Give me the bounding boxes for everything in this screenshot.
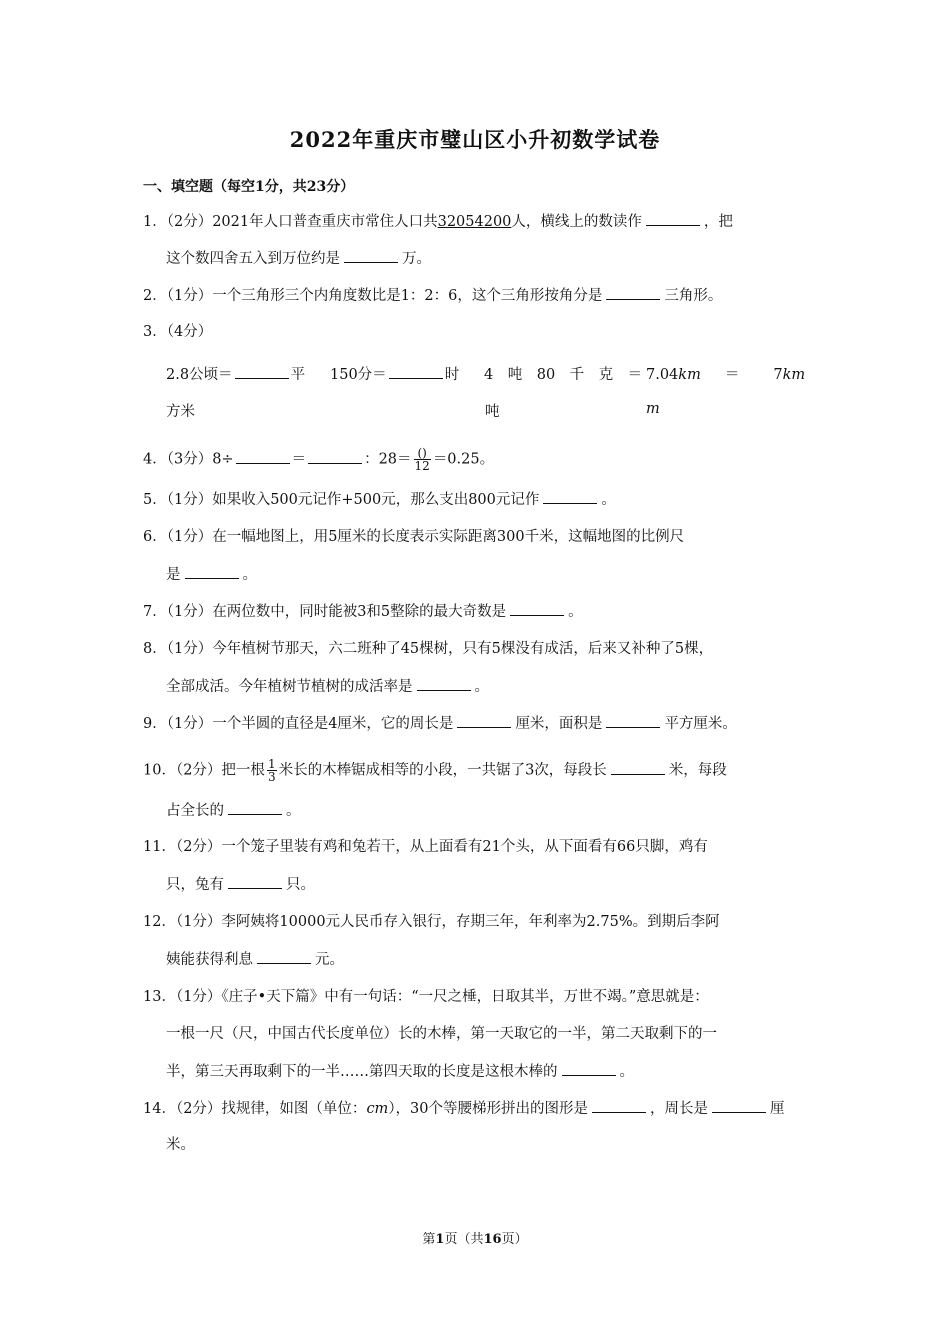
question-text: 。 bbox=[619, 1064, 634, 1080]
page-footer bbox=[0, 1228, 950, 1247]
question-8-line-2 bbox=[166, 676, 489, 697]
question-text: 万。 bbox=[402, 251, 431, 267]
question-12-line-2 bbox=[166, 949, 344, 970]
question-text: ），30个等腰梯形拼出的图形是 bbox=[388, 1101, 589, 1117]
answer-blank[interactable] bbox=[228, 800, 282, 815]
question-13-line-2: 一根一尺（尺，中国古代长度单位）长的木棒，第一天取它的一半，第二天取剩下的一 bbox=[166, 1026, 717, 1042]
question-text: 只，兔有 bbox=[166, 877, 224, 893]
question-text: 三角形。 bbox=[664, 288, 723, 304]
question-1-line-2 bbox=[166, 248, 431, 269]
question-3-cell-1-unit: 方米 bbox=[166, 404, 195, 420]
question-text: 只。 bbox=[286, 877, 315, 893]
question-text: 平方厘米。 bbox=[664, 716, 737, 732]
question-3-cell-4 bbox=[646, 363, 805, 384]
question-9 bbox=[143, 713, 737, 734]
question-4 bbox=[143, 447, 494, 472]
question-13-line-3 bbox=[166, 1061, 634, 1082]
question-text: 时 bbox=[444, 367, 460, 383]
question-text: 。 bbox=[242, 567, 257, 583]
answer-blank[interactable] bbox=[592, 1098, 646, 1113]
fraction bbox=[267, 758, 277, 783]
answer-blank[interactable] bbox=[389, 364, 443, 379]
question-text: 占全长的 bbox=[166, 803, 224, 819]
question-text: 150分＝ bbox=[330, 367, 387, 383]
underlined-number: 32054200 bbox=[437, 214, 512, 230]
footer-text: 页） bbox=[501, 1232, 528, 1247]
answer-blank[interactable] bbox=[606, 713, 660, 728]
answer-blank[interactable] bbox=[611, 760, 665, 775]
question-text: 米，每段 bbox=[668, 762, 727, 779]
question-3-cell-2 bbox=[330, 363, 459, 384]
question-text: 。 bbox=[568, 604, 583, 620]
question-text: ＝0.25。 bbox=[432, 451, 495, 468]
question-text: 厘米，面积是 bbox=[515, 716, 603, 732]
question-10-line-1 bbox=[143, 758, 727, 783]
question-text: 全部成活。今年植树节植树的成活率是 bbox=[166, 679, 413, 695]
answer-blank[interactable] bbox=[228, 874, 282, 889]
question-7 bbox=[143, 601, 583, 622]
question-13-line-1: 13．（1分）《庄子•天下篇》中有一句话：“一尺之棰，日取其半，万世不竭。”意思就是： bbox=[143, 989, 709, 1005]
question-6-line-2 bbox=[166, 564, 257, 585]
question-14-line-2: 米。 bbox=[166, 1137, 195, 1153]
question-5 bbox=[143, 489, 616, 510]
question-12-line-1: 12．（1分）李阿姨将10000元人民币存入银行，存期三年，年利率为2.75%。到期后李阿 bbox=[143, 914, 720, 930]
question-text: 1．（2分）2021年人口普查重庆市常住人口共 bbox=[143, 214, 438, 230]
question-text: 2．（1分）一个三角形三个内角度数比是1：2：6，这个三角形按角分是 bbox=[143, 288, 603, 304]
answer-blank[interactable] bbox=[185, 564, 239, 579]
question-text: 半，第三天再取剩下的一半……第四天取的长度是这根木棒的 bbox=[166, 1064, 558, 1080]
question-text: 5．（1分）如果收入500元记作+500元，那么支出800元记作 bbox=[143, 492, 540, 508]
answer-blank[interactable] bbox=[344, 248, 398, 263]
question-3-cell-3-unit: 吨 bbox=[485, 404, 500, 420]
fraction bbox=[414, 447, 431, 472]
fraction-denominator: 3 bbox=[267, 770, 276, 784]
answer-blank[interactable] bbox=[646, 211, 700, 226]
question-text: 7.04 bbox=[646, 367, 679, 383]
question-text: 。 bbox=[474, 679, 489, 695]
question-text: ：28＝ bbox=[364, 451, 412, 468]
question-3-heading: 3．（4分） bbox=[143, 324, 213, 340]
answer-blank[interactable] bbox=[510, 601, 564, 616]
answer-blank[interactable] bbox=[236, 449, 290, 464]
answer-blank[interactable] bbox=[257, 949, 311, 964]
question-text: 这个数四舍五入到万位约是 bbox=[166, 251, 340, 267]
question-3-cell-3: 4 吨 80 千 克 ＝ bbox=[484, 367, 643, 383]
question-text: 7 bbox=[773, 367, 783, 383]
footer-text: 第 bbox=[422, 1232, 436, 1247]
question-text: 。 bbox=[286, 803, 301, 819]
unit-km: km bbox=[678, 367, 701, 383]
answer-blank[interactable] bbox=[308, 449, 362, 464]
question-text: ＝ bbox=[724, 367, 740, 383]
unit-cm: cm bbox=[366, 1101, 389, 1117]
question-text: ＝ bbox=[291, 451, 307, 468]
question-text: 是 bbox=[166, 567, 181, 583]
question-text: 人，横线上的数读作 bbox=[511, 214, 642, 230]
footer-text: 页（共 bbox=[444, 1232, 484, 1247]
question-text: 。 bbox=[601, 492, 616, 508]
question-2 bbox=[143, 285, 722, 306]
answer-blank[interactable] bbox=[606, 285, 660, 300]
question-text: 2.8公顷＝ bbox=[166, 367, 233, 383]
question-text: 厘 bbox=[770, 1101, 785, 1117]
question-text: 10．（2分）把一根 bbox=[143, 762, 265, 779]
answer-blank[interactable] bbox=[712, 1098, 766, 1113]
answer-blank[interactable] bbox=[543, 489, 597, 504]
question-11-line-1: 11．（2分）一个笼子里装有鸡和兔若干，从上面看有21个头，从下面看有66只脚，鸡有 bbox=[143, 839, 708, 855]
question-1-line-1 bbox=[143, 211, 733, 232]
fraction-denominator: 12 bbox=[414, 459, 430, 473]
question-text: ，把 bbox=[703, 214, 733, 230]
question-14-line-1 bbox=[143, 1098, 785, 1119]
fraction-numerator[interactable]: () bbox=[414, 447, 431, 460]
answer-blank[interactable] bbox=[417, 676, 471, 691]
question-6-line-1: 6．（1分）在一幅地图上，用5厘米的长度表示实际距离300千米，这幅地图的比例尺 bbox=[143, 529, 685, 545]
page-total: 16 bbox=[483, 1232, 502, 1247]
fraction-numerator: 1 bbox=[267, 757, 276, 771]
unit-km: km bbox=[782, 367, 806, 383]
page-number: 1 bbox=[435, 1232, 445, 1247]
question-text: 姨能获得利息 bbox=[166, 952, 253, 968]
answer-blank[interactable] bbox=[235, 364, 289, 379]
question-11-line-2 bbox=[166, 874, 315, 895]
question-text: ，周长是 bbox=[650, 1101, 709, 1117]
question-3-cell-1 bbox=[166, 363, 305, 384]
question-10-line-2 bbox=[166, 800, 301, 821]
question-8-line-1: 8．（1分）今年植树节那天，六二班种了45棵树，只有5棵没有成活，后来又补种了5棵， bbox=[143, 641, 714, 657]
question-text: 9．（1分）一个半圆的直径是4厘米，它的周长是 bbox=[143, 716, 454, 732]
question-text: 元。 bbox=[315, 952, 344, 968]
question-3-cell-4-unit: m bbox=[646, 401, 660, 417]
question-text: 平 bbox=[290, 367, 306, 383]
answer-blank[interactable] bbox=[457, 713, 511, 728]
question-text: 7．（1分）在两位数中，同时能被3和5整除的最大奇数是 bbox=[143, 604, 507, 620]
question-text: 4．（3分）8÷ bbox=[143, 451, 234, 468]
question-text: 14．（2分）找规律，如图（单位： bbox=[143, 1101, 367, 1117]
question-text: 米长的木棒锯成相等的小段，一共锯了3次，每段长 bbox=[278, 762, 607, 779]
section-heading: 一、填空题（每空1分，共23分） bbox=[143, 179, 355, 195]
answer-blank[interactable] bbox=[562, 1061, 616, 1076]
page-title: 2022年重庆市璧山区小升初数学试卷 bbox=[289, 127, 661, 152]
